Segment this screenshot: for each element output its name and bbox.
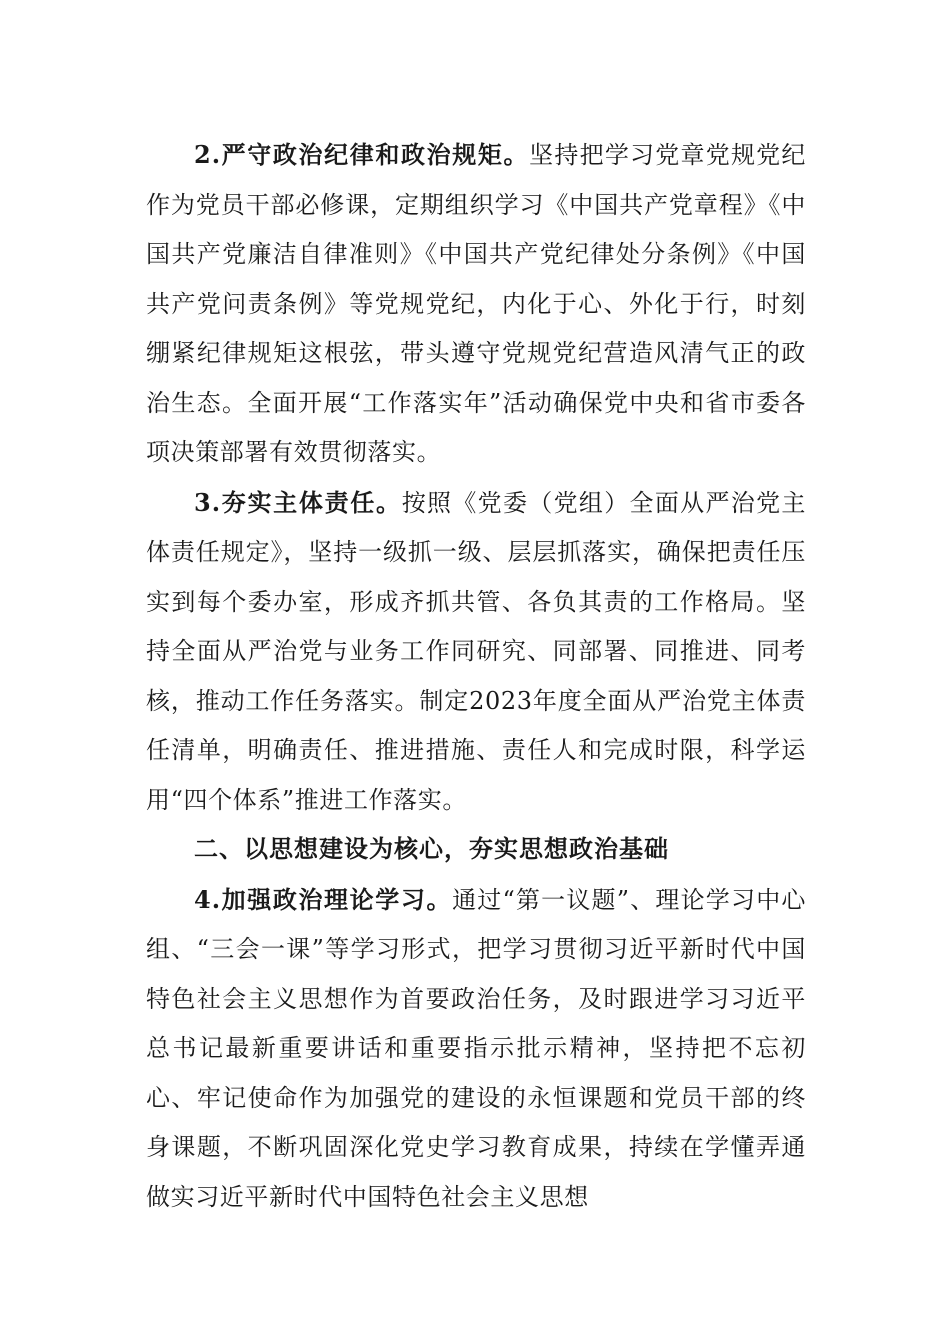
section-heading: 二、以思想建设为核心，夯实思想政治基础 bbox=[194, 835, 669, 863]
paragraph-main-responsibility bbox=[146, 478, 806, 826]
paragraph-political-discipline bbox=[146, 130, 806, 478]
paragraph-theory-study bbox=[146, 875, 806, 1223]
paragraph-lead: 4.加强政治理论学习。 bbox=[194, 884, 453, 914]
document-body bbox=[146, 130, 806, 1222]
paragraph-text: 按照《党委（党组）全面从严治党主体责任规定》，坚持一级抓一级、层层抓落实，确保把责任压实到每个委办室，形成齐抓共管、各负其责的工作格局。坚持全面从严治党与业务工作同研究、同部署、同推进、同考核，推动工作任务落实。制定2023年度全面从严治党主体责任清单，明确责任、推进措施、责任人和完成时限，科学运用“四个体系”推进工作落实。 bbox=[146, 488, 806, 814]
paragraph-lead: 2.严守政治纪律和政治规矩。 bbox=[194, 140, 530, 169]
paragraph-text: 坚持把学习党章党规党纪作为党员干部必修课，定期组织学习《中国共产党章程》《中国共产党廉洁自律准则》《中国共产党纪律处分条例》《中国共产党问责条例》等党规党纪，内化于心、外化于行，时刻绷紧纪律规矩这根弦，带头遵守党规党纪营造风清气正的政治生态。全面开展“工作落实年”活动确保党中央和省市委各项决策部署有效贯彻落实。 bbox=[146, 141, 806, 466]
paragraph-text: 通过“第一议题”、理论学习中心组、“三会一课”等学习形式，把学习贯彻习近平新时代中国特色社会主义思想作为首要政治任务，及时跟进学习习近平总书记最新重要讲话和重要指示批示精神，坚持把不忘初心、牢记使命作为加强党的建设的永恒课题和党员干部的终身课题，不断巩固深化党史学习教育成果，持续在学懂弄通做实习近平新时代中国特色社会主义思想 bbox=[146, 885, 806, 1211]
paragraph-lead: 3.夯实主体责任。 bbox=[194, 487, 402, 517]
